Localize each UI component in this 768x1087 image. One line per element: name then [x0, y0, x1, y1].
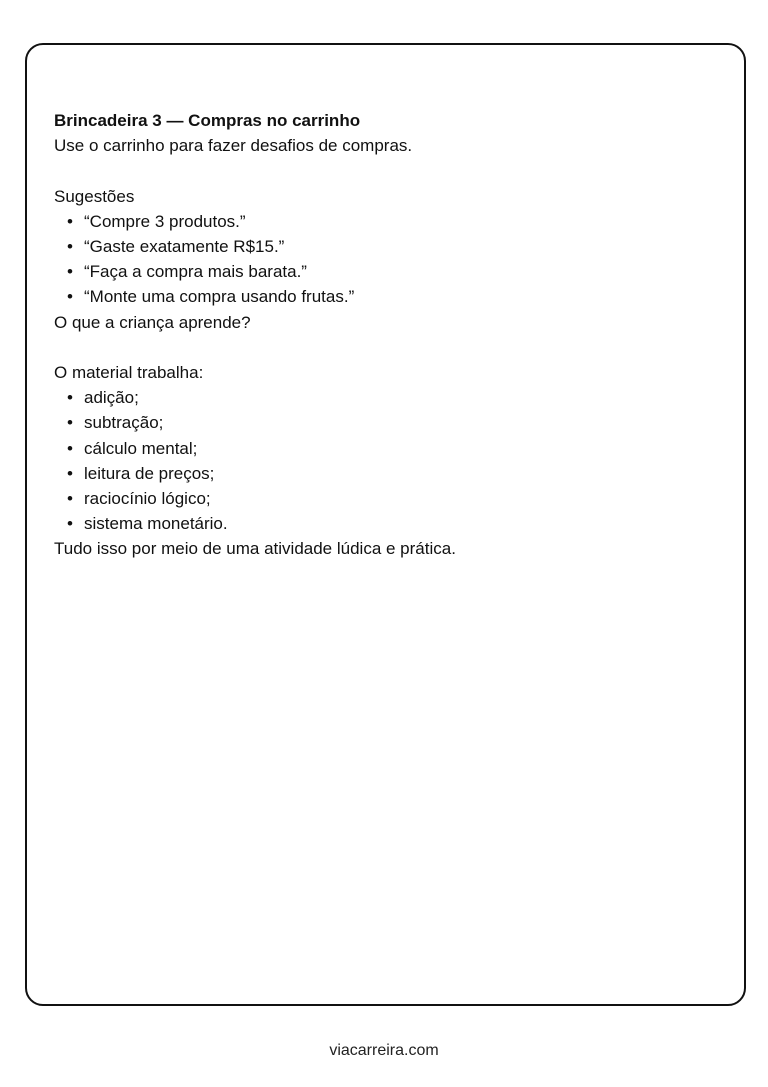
suggestion-item	[67, 234, 724, 259]
skill-item	[67, 385, 724, 410]
spacer	[54, 335, 724, 360]
skills-list	[54, 385, 724, 536]
intro-text: Use o carrinho para fazer desafios de compras.	[54, 136, 413, 156]
spacer	[54, 158, 724, 183]
content-card	[25, 43, 746, 1006]
skill-text: subtração;	[84, 413, 164, 433]
suggestions-list	[54, 209, 724, 310]
skill-text: adição;	[84, 388, 139, 408]
bullet-icon: •	[67, 388, 73, 408]
skill-item	[67, 461, 724, 486]
skill-text: raciocínio lógico;	[84, 489, 211, 509]
suggestion-item	[67, 209, 724, 234]
suggestion-text: “Compre 3 produtos.”	[84, 211, 246, 231]
skill-item	[67, 486, 724, 511]
bullet-icon: •	[67, 262, 73, 282]
suggestion-text: “Faça a compra mais barata.”	[84, 262, 307, 282]
bullet-icon: •	[67, 438, 73, 458]
bullet-icon: •	[67, 211, 73, 231]
footer-site: viacarreira.com	[329, 1042, 439, 1059]
suggestion-item	[67, 284, 724, 309]
document-body	[54, 108, 724, 562]
bullet-icon: •	[67, 489, 73, 509]
skill-item	[67, 436, 724, 461]
skill-item	[67, 410, 724, 435]
bullet-icon: •	[67, 287, 73, 307]
skill-item	[67, 511, 724, 536]
suggestion-item	[67, 259, 724, 284]
suggestion-text: “Monte uma compra usando frutas.”	[84, 287, 355, 307]
bullet-icon: •	[67, 413, 73, 433]
skill-text: leitura de preços;	[84, 463, 215, 483]
suggestion-text: “Gaste exatamente R$15.”	[84, 237, 285, 256]
suggestions-heading: Sugestões	[54, 186, 135, 206]
skill-text: sistema monetário.	[84, 514, 228, 534]
skills-heading: O material trabalha:	[54, 363, 204, 382]
bullet-icon: •	[67, 463, 73, 483]
conclusion-text: Tudo isso por meio de uma atividade lúdica e prática.	[54, 539, 456, 559]
bullet-icon: •	[67, 237, 73, 256]
skill-text: cálculo mental;	[84, 438, 198, 458]
question-text: O que a criança aprende?	[54, 312, 251, 332]
bullet-icon: •	[67, 514, 73, 534]
document-title: Brincadeira 3 — Compras no carrinho	[54, 111, 361, 130]
